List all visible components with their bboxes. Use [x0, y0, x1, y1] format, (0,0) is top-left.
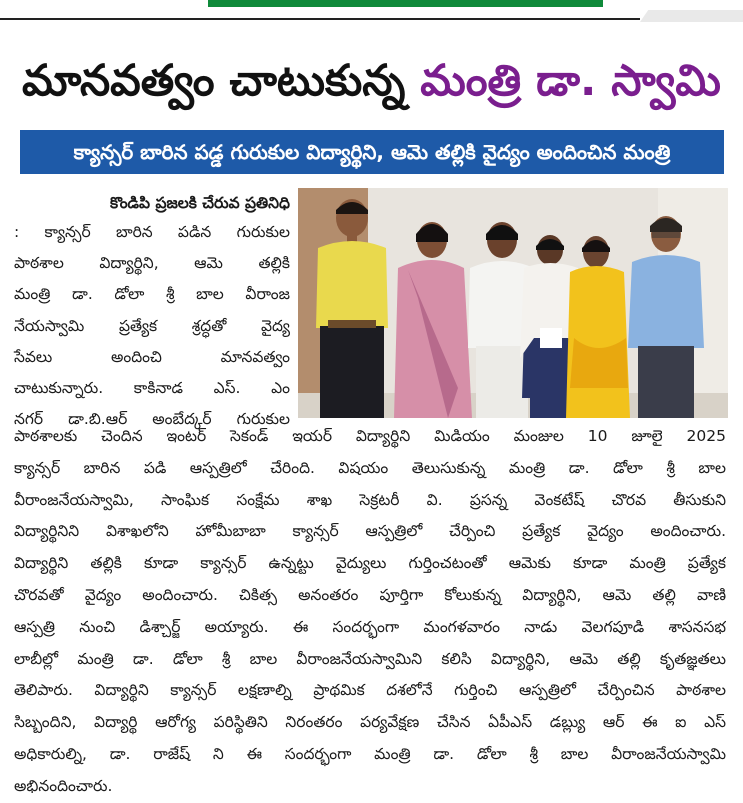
body-line: క్యాన్సర్ బారిన పడి ఆస్పత్రిలో చేరింది. విషయం తెలుసుకున్న మంత్రి డా. డోలా శ్రీ బాల: [14, 458, 726, 477]
body-line: విద్యార్థినిని విశాఖలోని హోమీబాబా క్యాన్సర్ ఆస్పత్రిలో చేర్పించి ప్రత్యేక వైద్యం అందించారు.: [14, 522, 726, 541]
body-line: వీరాంజనేయస్వామి, సాంఘిక సంక్షేమ శాఖ సెక్రటరీ వి. ప్రసన్న వెంకటేష్ చొరవ తీసుకుని: [14, 490, 726, 509]
body-line: నగర్ డా.బి.ఆర్ అంబేద్కర్ గురుకుల: [14, 410, 290, 429]
body-line: లాబీల్లో మంత్రి డా. డోలా శ్రీ బాల వీరాంజనేయస్వామిని కలిసి విద్యార్థిని, ఆమె తల్లి కృతజ్ఞతలు: [14, 649, 726, 668]
body-line: సేవలు అందించి మానవత్వం: [14, 347, 290, 366]
body-line: చాటుకున్నారు. కాకినాడ ఎస్. ఎం: [14, 379, 290, 398]
body-line: మంత్రి డా. డోలా శ్రీ బాల వీరాంజ: [14, 285, 290, 304]
body-line: నేయస్వామి ప్రత్యేక శ్రద్ధతో వైద్య: [14, 316, 290, 335]
dateline: కొండిపి ప్రజలకి చేరువ ప్రతినిధి: [109, 194, 290, 212]
article-photo: [298, 188, 728, 418]
top-strip: [0, 0, 743, 22]
body-line: తెలిపారు. విద్యార్థిని క్యాన్సర్ లక్షణాల్ని ప్రాథమిక దశలోనే గుర్తించి ఆస్పత్రిలో చేర్పించిన పాఠశాల: [14, 681, 726, 700]
body-line: పాఠశాల విద్యార్థిని, ఆమె తల్లికి: [14, 254, 290, 273]
page-top-rule: [0, 18, 640, 20]
headline-part-1: మానవత్వం చాటుకున్న: [22, 56, 406, 106]
page-top-green-rule: [208, 0, 603, 7]
headline-part-2: మంత్రి డా. స్వామి: [420, 56, 721, 106]
subheadline-banner: క్యాన్సర్ బారిన పడ్డ గురుకుల విద్యార్థిని, ఆమె తల్లికి వైద్యం అందించిన మంత్రి: [20, 130, 724, 174]
body-line: అధికారుల్ని, డా. రాజేష్ ని ఈ సందర్భంగా మంత్రి డా. డోలా శ్రీ బాల వీరాంజనేయస్వామి: [14, 744, 726, 763]
body-line: పాఠశాలకు చెందిన ఇంటర్ సెకండ్ ఇయర్ విద్యార్థిని మిడియం మంజుల 10 జూలై 2025: [14, 427, 726, 445]
page-top-corner-tab: [640, 10, 743, 22]
body-line: అభినందించారు.: [14, 776, 113, 795]
headline: [22, 50, 722, 120]
article-body-wide-column: [14, 421, 726, 803]
body-line: సిబ్బందిని, విద్యార్థి ఆరోగ్య పరిస్థితిని నిరంతరం పర్యవేక్షణ చేసిన ఏపీఎస్ డబ్ల్యు ఆర్ ఈ ఐ ఎస్: [14, 713, 726, 732]
body-line: విద్యార్థిని తల్లికి కూడా క్యాన్సర్ ఉన్నట్టు వైద్యులు గుర్తించటంతో ఆమెకు కూడా మంత్రి ప్రత్యేక: [14, 554, 726, 573]
body-line: చొరవతో వైద్యం అందించారు. చికిత్స అనంతరం పూర్తిగా కోలుకున్న విద్యార్థిని, ఆమె తల్లి వాణి: [14, 585, 726, 604]
body-line: ఆస్పత్రి నుంచి డిశ్చార్జ్ అయ్యారు. ఈ సందర్భంగా మంగళవారం నాడు వెలగపూడి శాసనసభ: [14, 617, 726, 636]
article-body-narrow-column: [14, 217, 290, 435]
body-line: : క్యాన్సర్ బారిన పడిన గురుకుల: [14, 223, 290, 241]
